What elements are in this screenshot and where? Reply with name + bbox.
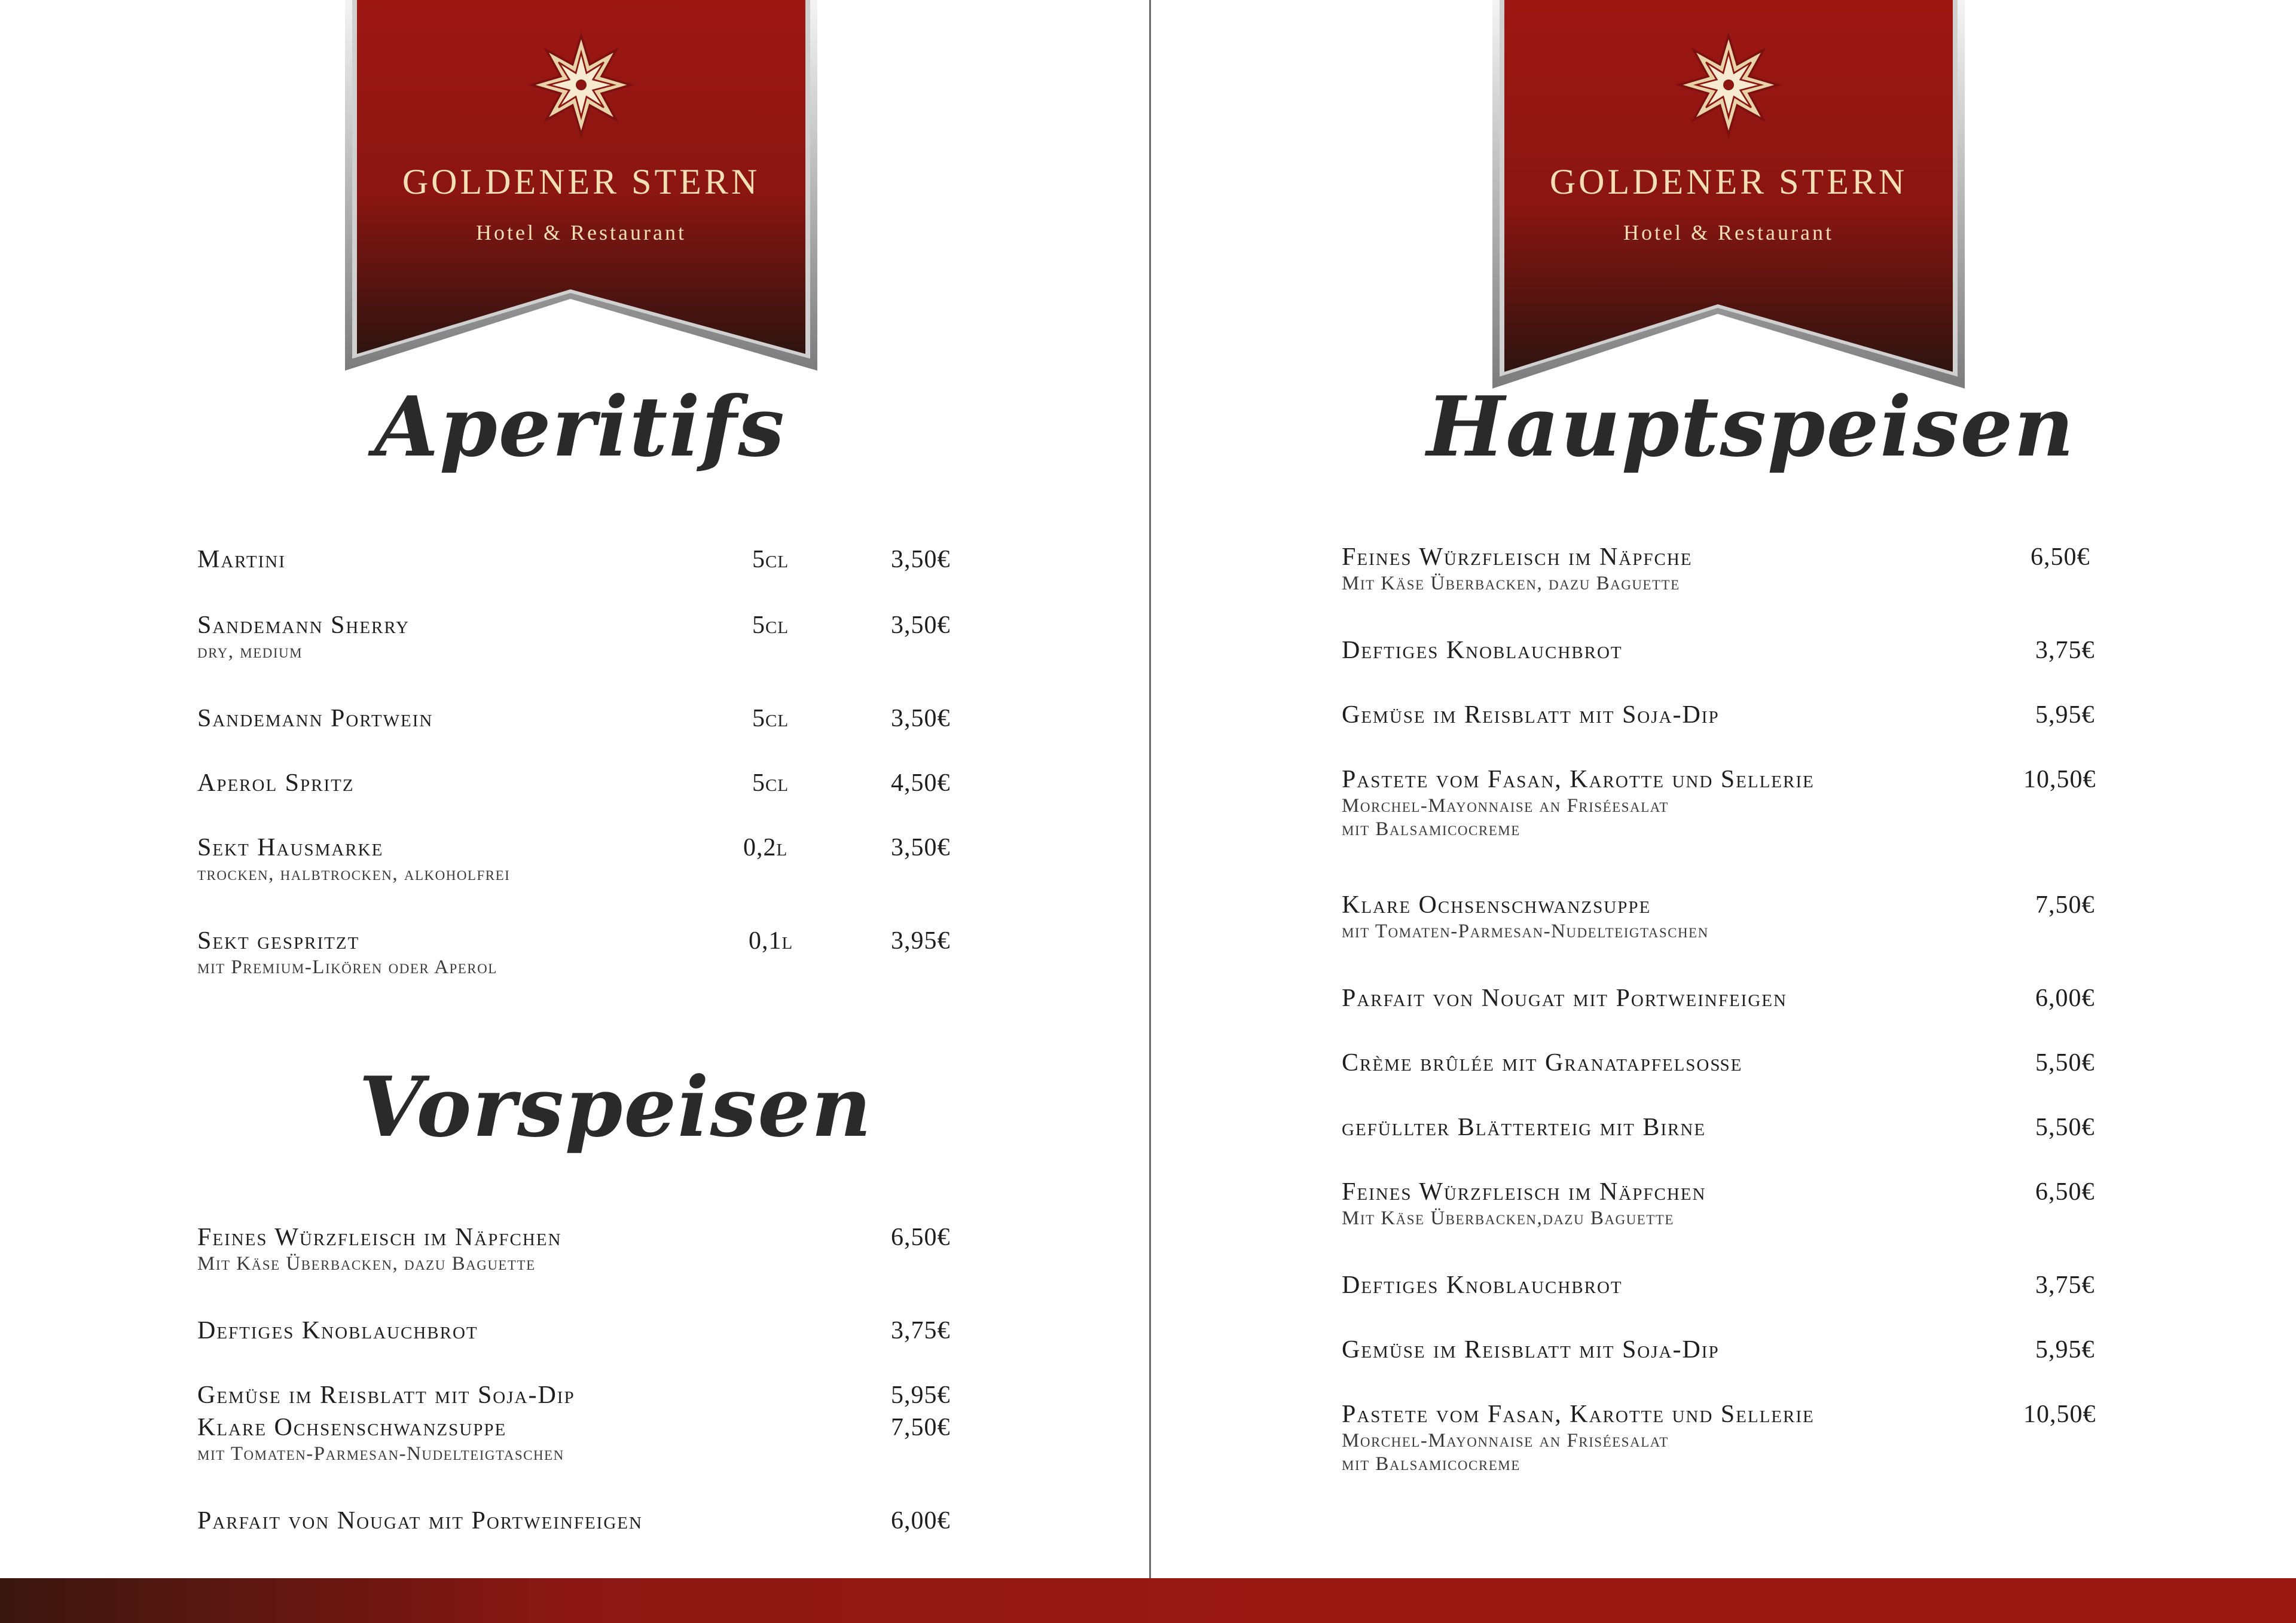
- item-name: Deftiges Knoblauchbrot: [1342, 1271, 1623, 1299]
- item-name: Gemüse im Reisblatt mit Soja-Dip: [1342, 701, 1720, 729]
- item-description: mit Premium-Likören oder Aperol: [197, 956, 497, 978]
- star-logo-icon: [1675, 31, 1782, 139]
- item-quantity: 5cl: [752, 769, 789, 797]
- item-name: Feines Würzfleisch im Näpfche: [1342, 543, 1693, 571]
- section-title-hauptspeisen: Hauptspeisen: [1427, 378, 2075, 475]
- item-name: Martini: [197, 546, 286, 573]
- item-price: 4,50€: [891, 769, 951, 797]
- item-quantity: 0,2l: [743, 834, 788, 861]
- item-description-line-2: mit Balsamicocreme: [1342, 818, 1521, 840]
- brand-subtitle: Hotel & Restaurant: [476, 221, 686, 244]
- item-description: trocken, halbtrocken, alkoholfrei: [197, 863, 511, 885]
- menu-item: [197, 769, 355, 797]
- menu-item: [1342, 1113, 1706, 1142]
- item-name: Klare Ochsenschwanzsuppe: [1342, 891, 1651, 919]
- menu-item: [1342, 543, 1693, 595]
- menu-item: [1342, 1335, 1720, 1364]
- item-name: Sekt gespritzt: [197, 927, 360, 955]
- item-name: Klare Ochsenschwanzsuppe: [197, 1414, 507, 1441]
- brand-name: GOLDENER STERN: [1549, 162, 1908, 201]
- item-name: Parfait von Nougat mit Portweinfeigen: [1342, 985, 1787, 1012]
- item-price: 3,50€: [891, 834, 951, 861]
- menu-item: [197, 833, 510, 885]
- menu-item: [197, 1223, 561, 1275]
- menu-item: [1342, 1400, 1815, 1475]
- item-price: 5,50€: [2035, 1114, 2095, 1141]
- item-price: 6,50€: [891, 1224, 951, 1251]
- item-description: Mit Käse Überbacken, dazu Baguette: [197, 1253, 536, 1274]
- page-divider: [1149, 0, 1151, 1623]
- item-price: 3,75€: [2035, 637, 2095, 664]
- item-description: Morchel-Mayonnaise an Friséesalat: [1342, 1430, 1669, 1451]
- left-page: [0, 0, 1149, 1578]
- menu-item: [1342, 1178, 1706, 1230]
- item-name: Feines Würzfleisch im Näpfchen: [1342, 1178, 1706, 1206]
- menu-item: [1342, 765, 1815, 840]
- item-price: 6,50€: [2035, 1178, 2095, 1206]
- item-price: 10,50€: [2023, 766, 2096, 793]
- item-price: 3,75€: [2035, 1271, 2095, 1299]
- item-quantity: 0,1l: [749, 927, 793, 955]
- section-title-aperitifs: Aperitifs: [374, 378, 786, 475]
- item-name: Gemüse im Reisblatt mit Soja-Dip: [1342, 1336, 1720, 1364]
- item-price: 7,50€: [891, 1414, 951, 1441]
- item-price: 3,50€: [891, 705, 951, 732]
- item-price: 3,50€: [891, 546, 951, 573]
- item-price: 7,50€: [2035, 891, 2095, 919]
- item-name: Sekt Hausmarke: [197, 834, 384, 861]
- item-name: Gemüse im Reisblatt mit Soja-Dip: [197, 1381, 575, 1409]
- item-name: Sandemann Sherry: [197, 612, 410, 639]
- item-price: 3,95€: [891, 927, 951, 955]
- item-description: Mit Käse Überbacken, dazu Baguette: [1342, 573, 1680, 594]
- item-quantity: 5cl: [752, 546, 789, 573]
- item-name: Sandemann Portwein: [197, 705, 433, 732]
- item-price: 5,95€: [2035, 701, 2095, 729]
- menu-item: [1342, 891, 1709, 943]
- item-description: mit Tomaten-Parmesan-Nudelteigtaschen: [197, 1443, 564, 1465]
- brand-ribbon-logo: [1492, 0, 1965, 377]
- menu-item: [1342, 701, 1720, 729]
- right-page: [1152, 0, 2296, 1578]
- item-name: Deftiges Knoblauchbrot: [1342, 637, 1623, 664]
- item-name: Deftiges Knoblauchbrot: [197, 1317, 478, 1344]
- menu-item: [197, 1506, 643, 1535]
- menu-item: [1342, 984, 1787, 1013]
- footer-color-bar: [0, 1578, 2296, 1623]
- item-price: 5,50€: [2035, 1049, 2095, 1077]
- item-quantity: 5cl: [752, 705, 789, 732]
- item-name: Aperol Spritz: [197, 769, 355, 797]
- menu-item: [197, 1413, 564, 1465]
- item-price: 6,00€: [2035, 985, 2095, 1012]
- item-price: 3,50€: [891, 612, 951, 639]
- item-description-line-2: mit Balsamicocreme: [1342, 1453, 1521, 1475]
- menu-item: [197, 545, 286, 574]
- menu-item: [197, 704, 433, 733]
- item-description: dry, medium: [197, 641, 303, 662]
- section-title-vorspeisen: Vorspeisen: [359, 1058, 873, 1156]
- item-name: Feines Würzfleisch im Näpfchen: [197, 1224, 562, 1251]
- item-name: Pastete vom Fasan, Karotte und Sellerie: [1342, 1401, 1815, 1428]
- item-name: gefüllter Blätterteig mit Birne: [1342, 1114, 1706, 1141]
- brand-name: GOLDENER STERN: [402, 162, 761, 201]
- item-description: Mit Käse Überbacken,dazu Baguette: [1342, 1208, 1674, 1229]
- item-description: mit Tomaten-Parmesan-Nudelteigtaschen: [1342, 921, 1709, 942]
- item-price: 10,50€: [2023, 1401, 2096, 1428]
- item-price: 5,95€: [891, 1381, 951, 1409]
- item-name: Crème brûlée mit Granatapfelsoße: [1342, 1049, 1743, 1077]
- item-name: Pastete vom Fasan, Karotte und Sellerie: [1342, 766, 1815, 793]
- menu-item: [197, 1381, 575, 1410]
- item-quantity: 5cl: [752, 612, 789, 639]
- item-price: 6,50€: [2031, 543, 2090, 571]
- brand-ribbon-logo: [345, 0, 817, 377]
- item-price: 6,00€: [891, 1507, 951, 1535]
- menu-item: [197, 927, 497, 979]
- item-price: 3,75€: [891, 1317, 951, 1344]
- item-description: Morchel-Mayonnaise an Friséesalat: [1342, 795, 1669, 817]
- brand-subtitle: Hotel & Restaurant: [1623, 221, 1834, 244]
- menu-item: [197, 1316, 478, 1345]
- menu-item: [1342, 636, 1623, 665]
- menu-item: [197, 611, 410, 663]
- item-price: 5,95€: [2035, 1336, 2095, 1364]
- star-logo-icon: [527, 31, 635, 139]
- menu-item: [1342, 1271, 1623, 1300]
- menu-item: [1342, 1049, 1742, 1077]
- item-name: Parfait von Nougat mit Portweinfeigen: [197, 1507, 643, 1535]
